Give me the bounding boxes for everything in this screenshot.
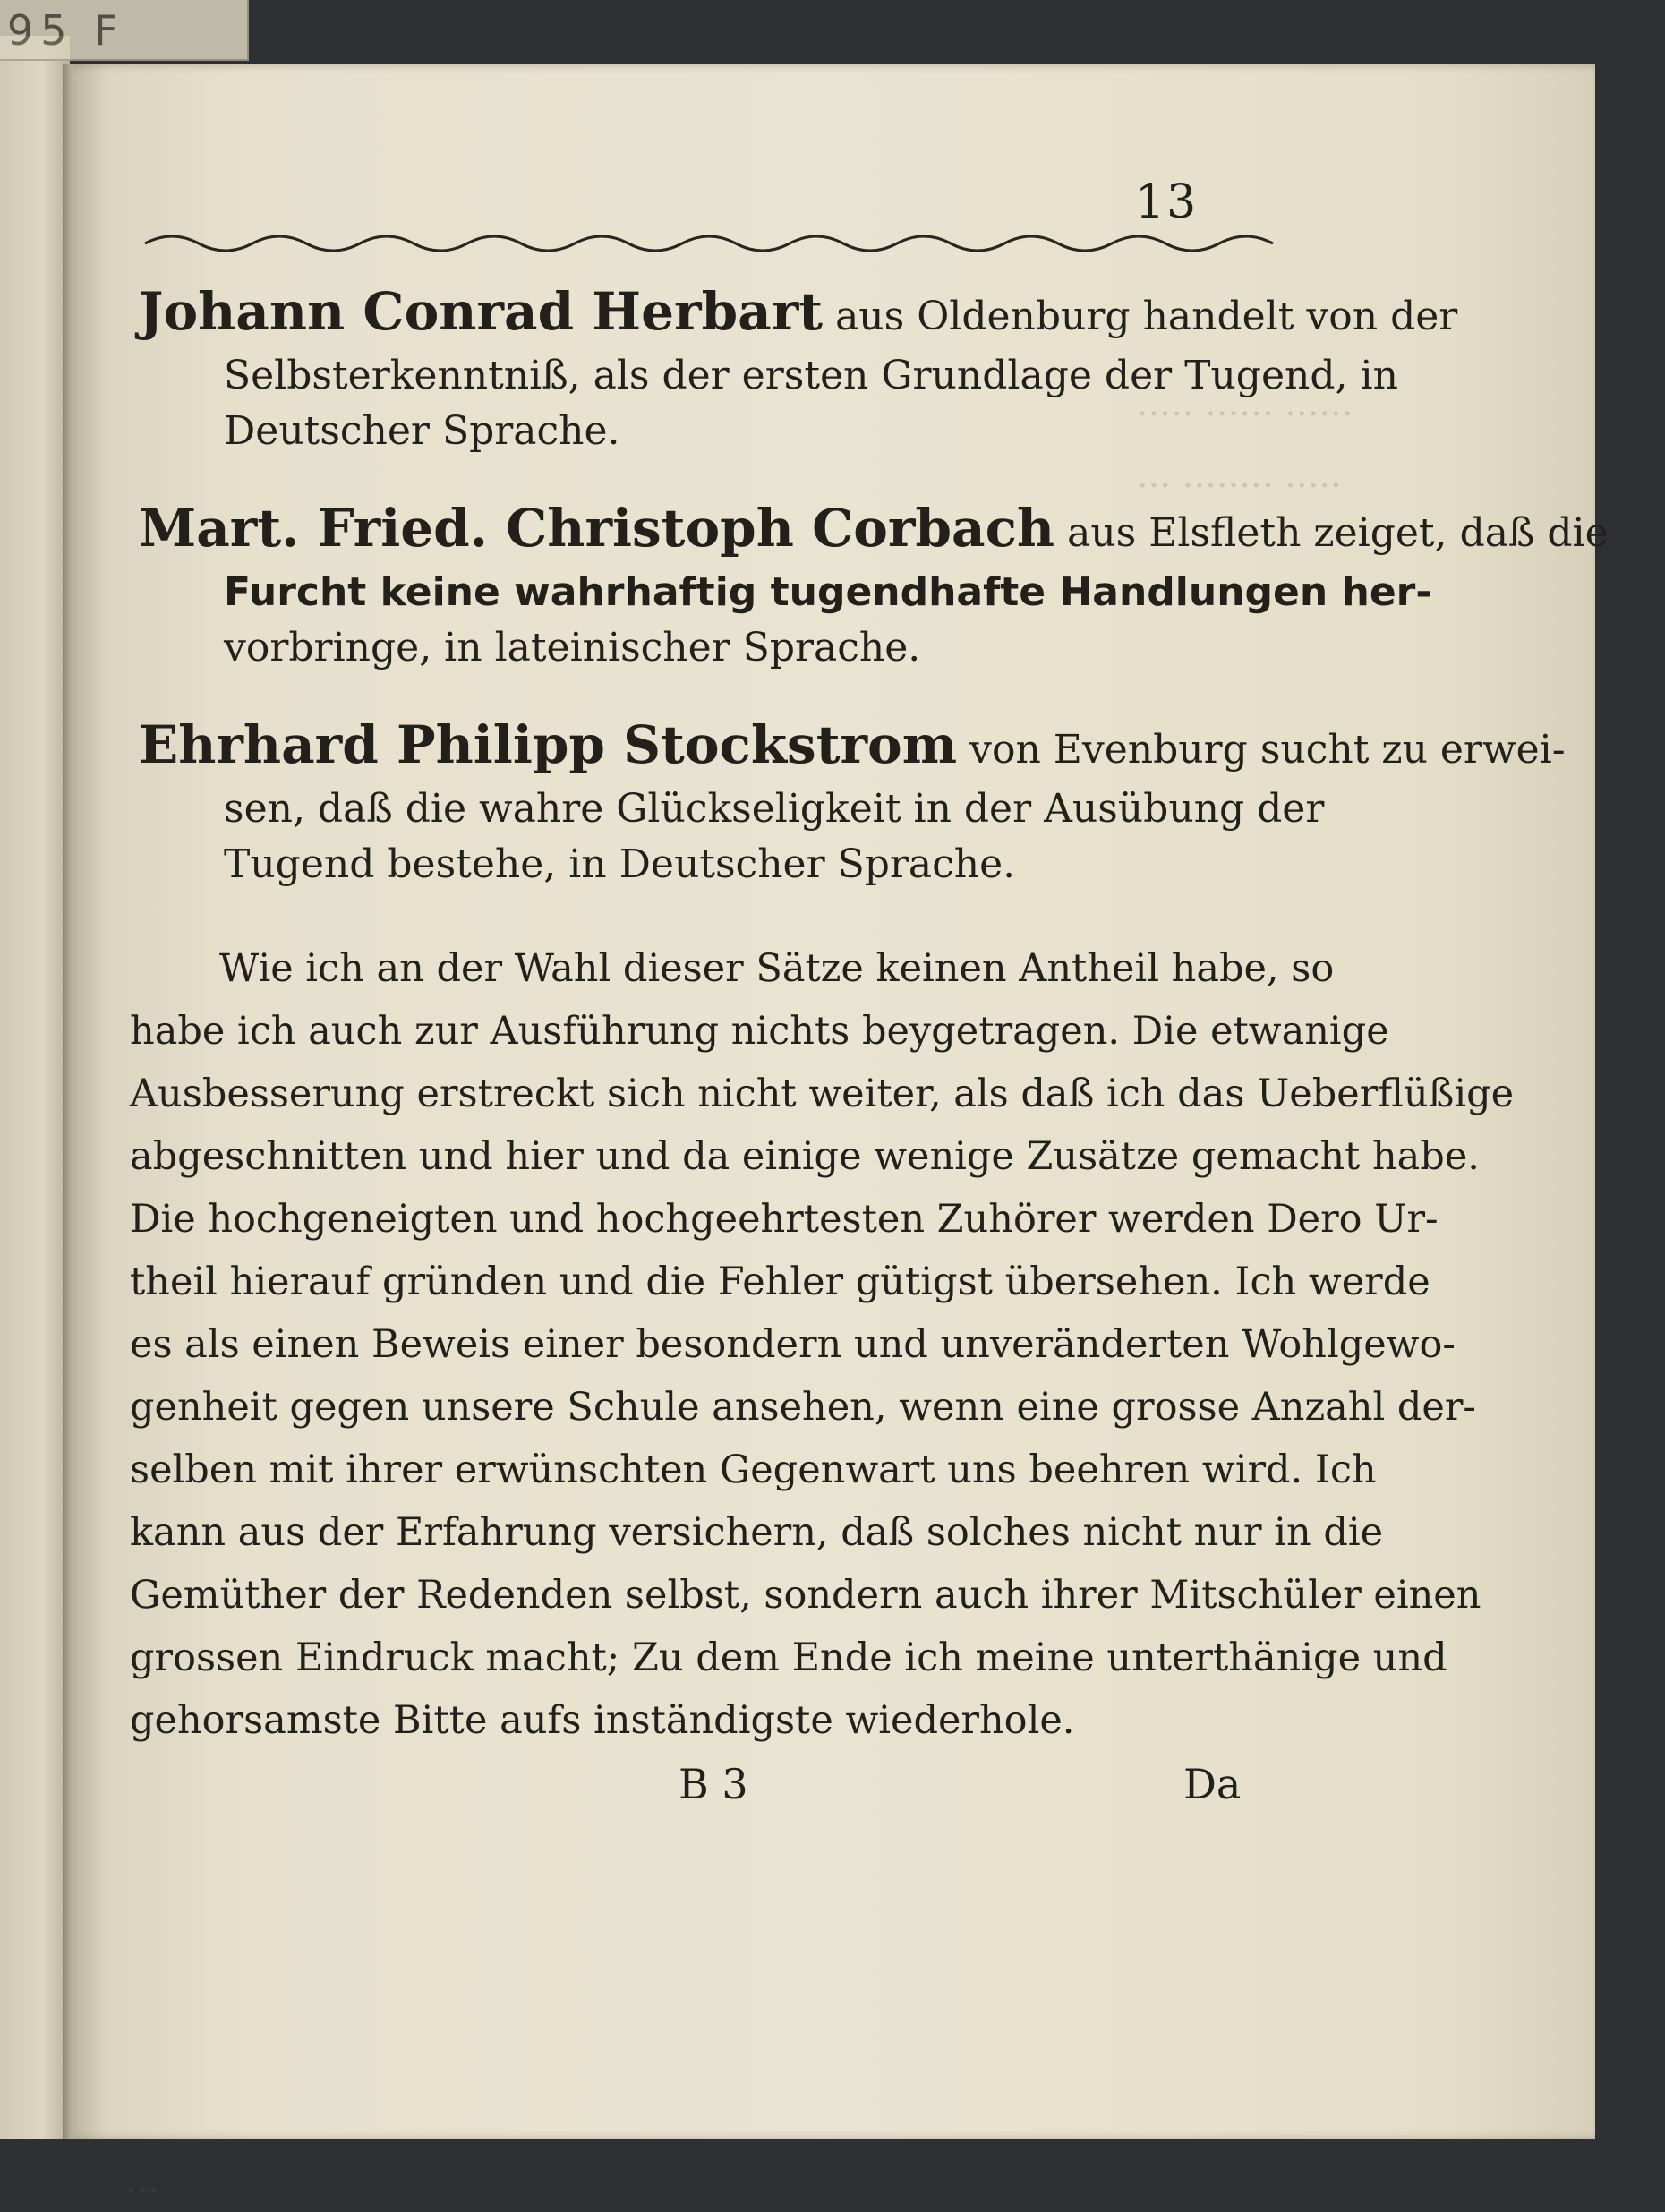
body-line: kann aus der Erfahrung versichern, daß solches nicht nur in die bbox=[130, 1510, 1384, 1555]
entry-line: Deutscher Sprache. bbox=[224, 408, 620, 454]
catchword: Da bbox=[1183, 1760, 1242, 1808]
entry-first-line bbox=[139, 714, 1566, 777]
ornamental-rule bbox=[145, 227, 1275, 260]
body-line: selben mit ihrer erwünschten Gegenwart uns beehren wird. Ich bbox=[130, 1448, 1377, 1492]
show-through-text: ····· ······ ······ bbox=[1137, 394, 1353, 435]
body-line: gehorsamste Bitte aufs inständigste wiederhole. bbox=[130, 1698, 1075, 1743]
speaker-name: Ehrhard Philipp Stockstrom bbox=[139, 714, 958, 775]
entry-line: vorbringe, in lateinischer Sprache. bbox=[224, 625, 921, 670]
entry-first-line bbox=[139, 498, 1609, 560]
page-gutter bbox=[63, 64, 73, 2139]
body-line: Die hochgeneigten und hochgeehrtesten Zuhörer werden Dero Ur- bbox=[130, 1197, 1439, 1242]
body-line: genheit gegen unsere Schule ansehen, wenn eine grosse Anzahl der- bbox=[130, 1385, 1476, 1430]
signature-mark: B 3 bbox=[679, 1760, 748, 1808]
show-through-text: ··· ········ ····· bbox=[1137, 465, 1342, 507]
show-through-text: ··· bbox=[125, 2171, 160, 2212]
body-line: Wie ich an der Wahl dieser Sätze keinen Antheil habe, so bbox=[219, 946, 1335, 991]
entry-line: Furcht keine wahrhaftig tugendhafte Handlungen her- bbox=[224, 569, 1432, 615]
body-line: abgeschnitten und hier und da einige wenige Zusätze gemacht habe. bbox=[130, 1134, 1480, 1179]
entry-line: Selbsterkenntniß, als der ersten Grundlage der Tugend, in bbox=[224, 353, 1398, 398]
body-line: theil hierauf gründen und die Fehler gütigst übersehen. Ich werde bbox=[130, 1260, 1430, 1304]
entry-line: Tugend bestehe, in Deutscher Sprache. bbox=[224, 841, 1016, 887]
entry-first-line bbox=[139, 281, 1458, 344]
speaker-name: Mart. Fried. Christoph Corbach bbox=[139, 498, 1055, 559]
body-line: Ausbesserung erstreckt sich nicht weiter, als daß ich das Ueberflüßige bbox=[130, 1072, 1515, 1116]
archive-tab-label: 95 F bbox=[0, 0, 249, 61]
body-line: grossen Eindruck macht; Zu dem Ende ich meine unterthänige und bbox=[130, 1636, 1447, 1680]
left-page-edge bbox=[0, 36, 70, 2139]
page-number: 13 bbox=[1135, 175, 1199, 229]
body-line: Gemüther der Redenden selbst, sondern auch ihrer Mitschüler einen bbox=[130, 1573, 1481, 1618]
entry-text: aus Elsfleth zeiget, daß die bbox=[1067, 510, 1609, 556]
body-line: es als einen Beweis einer besondern und unveränderten Wohlgewo- bbox=[130, 1322, 1456, 1367]
entry-text: von Evenburg sucht zu erwei- bbox=[969, 727, 1566, 773]
body-line: habe ich auch zur Ausführung nichts beygetragen. Die etwanige bbox=[130, 1009, 1389, 1054]
entry-line: sen, daß die wahre Glückseligkeit in der Ausübung der bbox=[224, 786, 1325, 832]
entry-text: aus Oldenburg handelt von der bbox=[835, 294, 1458, 339]
speaker-name: Johann Conrad Herbart bbox=[139, 281, 824, 342]
